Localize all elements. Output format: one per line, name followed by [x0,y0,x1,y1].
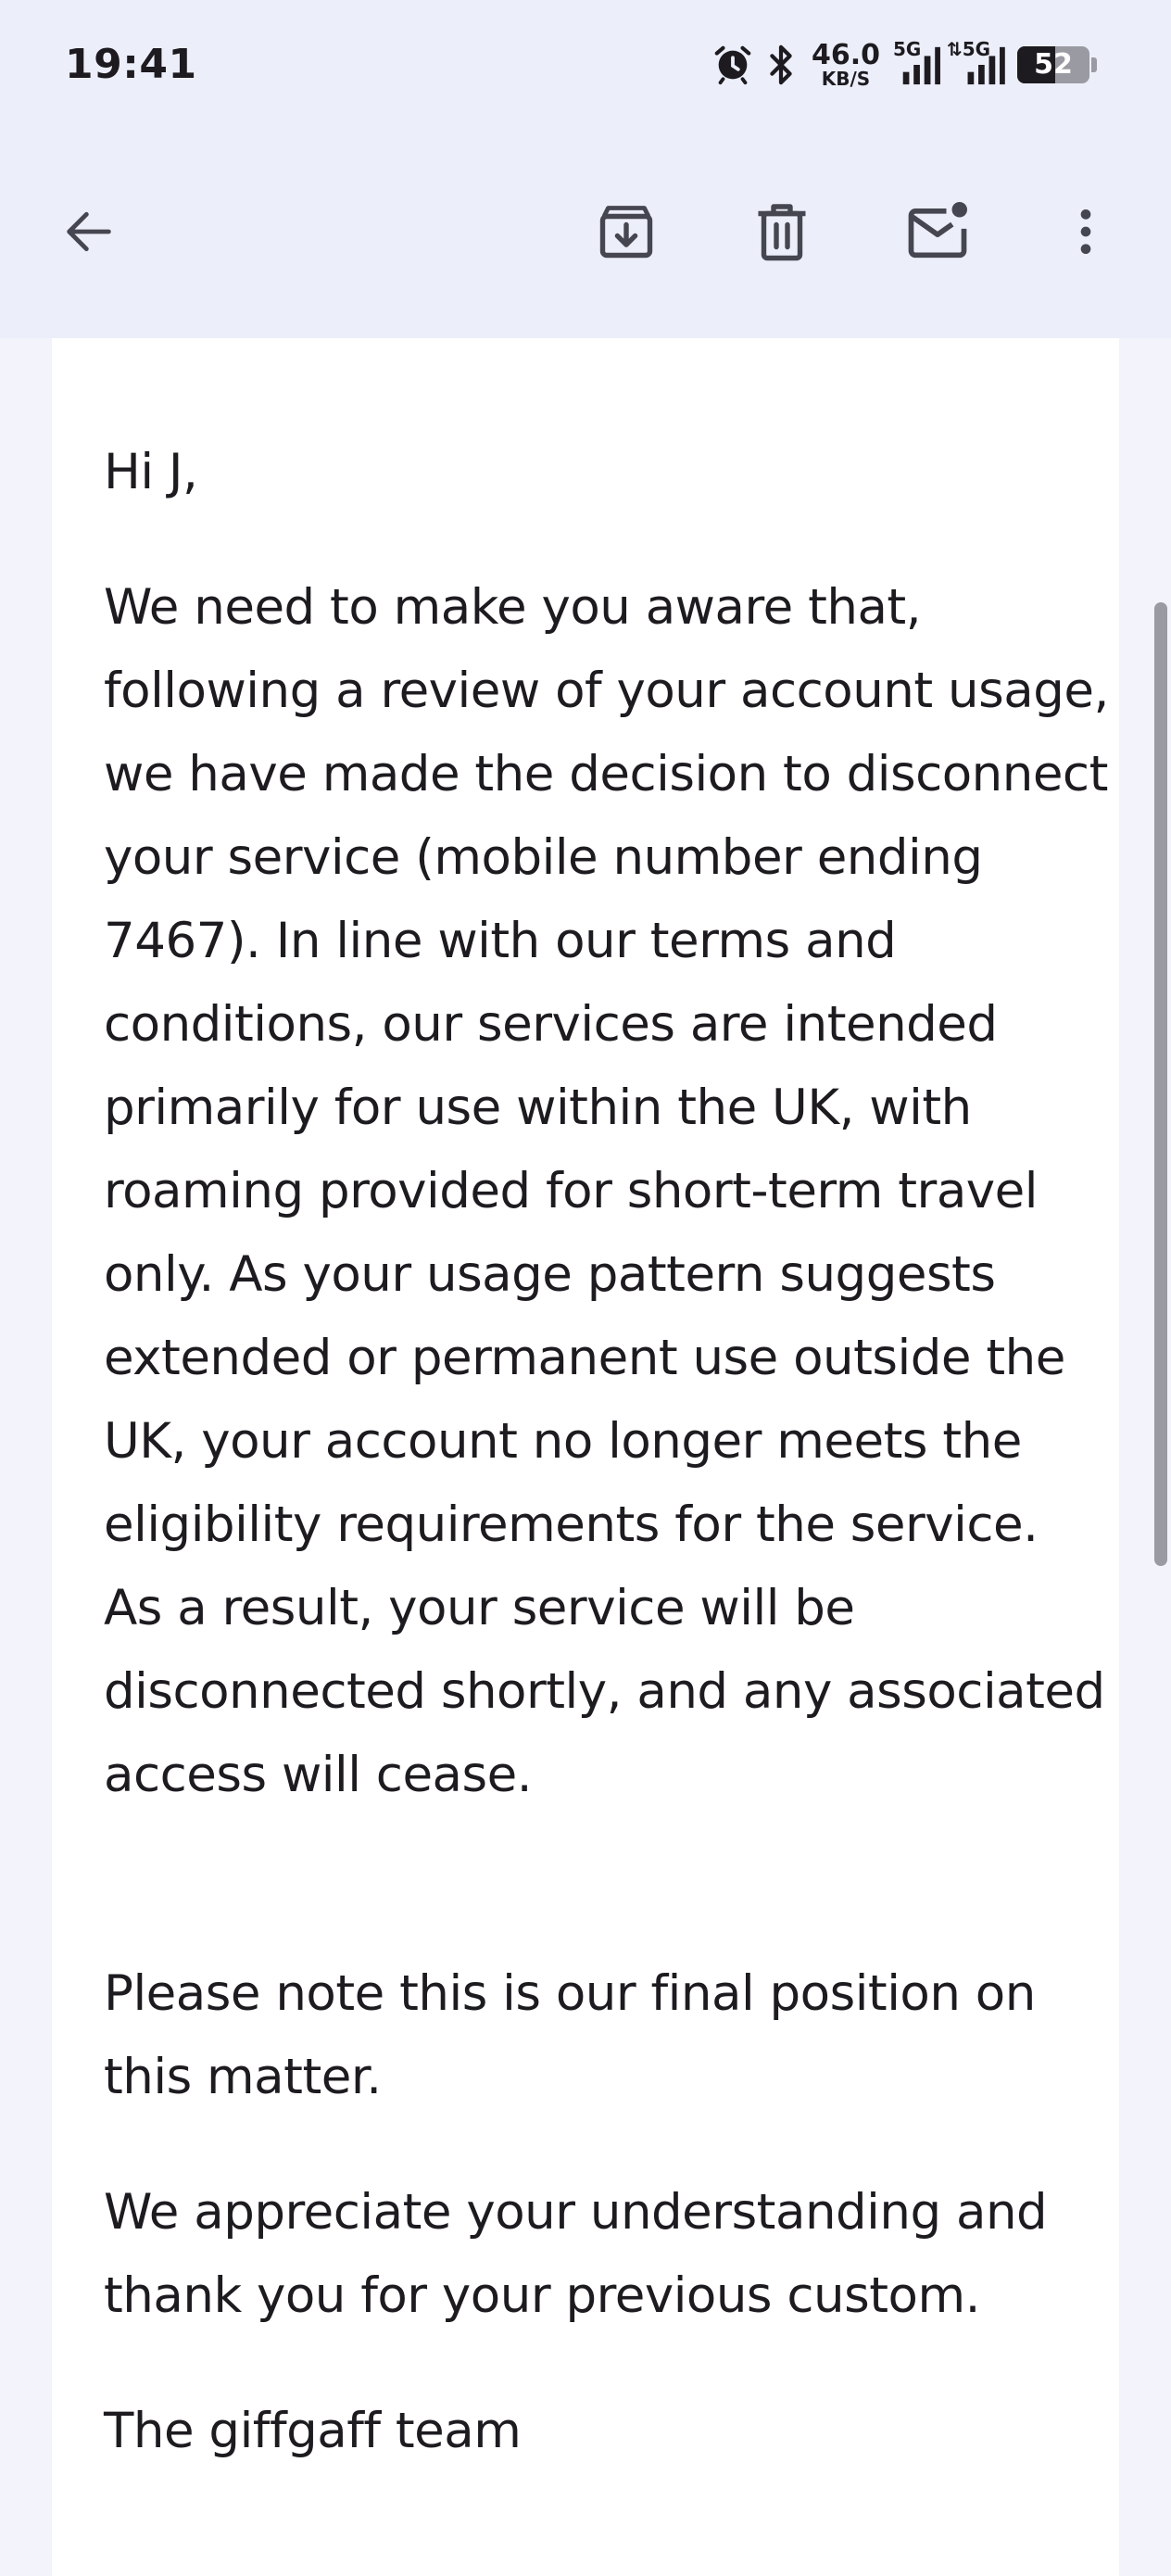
alarm-icon [711,44,754,86]
trash-icon [749,198,815,265]
archive-icon [593,198,660,265]
data-arrows-icon: ⇅ [947,38,963,60]
email-paragraph-1: We need to make you aware that, following a review of your account usage, we have made the decision to disconnect your service (mobile number ending 7467). In line with our terms and conditions, our services are intended primarily for use within the UK, with roaming provided for short-term travel only. As your usage pattern suggests extended or permanent use outside the UK, your account no longer meets the eligibility requirements for the service. As a result, your service will be disconnected shortly, and any associated access will cease. [104,579,1125,1803]
network-speed [811,39,880,90]
archive-button[interactable] [582,187,671,276]
network-speed-value: 46.0 [811,39,880,71]
status-bar [0,0,1171,139]
status-icons [711,37,1097,93]
email-paragraph-2: Please note this is our final position on this matter. [104,1965,1051,2105]
email-toolbar [0,139,1171,338]
mark-unread-button[interactable] [893,187,982,276]
more-vert-icon [1056,202,1115,261]
signal-label-5g: 5G [893,38,922,60]
bluetooth-icon [765,44,797,86]
status-time: 19:41 [65,41,197,88]
delete-button[interactable] [737,187,826,276]
email-greeting: Hi J, [104,444,198,500]
battery-icon [1017,46,1089,83]
email-paragraph-3: We appreciate your understanding and thank you for your previous custom. [104,2184,1063,2324]
mark-unread-icon [902,196,973,267]
network-speed-unit: KB/S [821,68,871,90]
back-button[interactable] [44,187,133,276]
arrow-back-icon [59,202,119,261]
email-body [104,431,1125,2525]
email-card [52,338,1125,2576]
battery-tip [1091,57,1097,72]
email-signature: The giffgaff team [104,2403,522,2459]
signal-label-5g-2 [947,38,990,60]
signal-icon-2 [947,38,1006,86]
signal-icon [893,38,941,86]
battery-level: 52 [1034,48,1073,81]
signal2-label: 5G [962,38,991,60]
scrollbar-thumb[interactable] [1154,602,1167,1566]
more-options-button[interactable] [1041,187,1130,276]
